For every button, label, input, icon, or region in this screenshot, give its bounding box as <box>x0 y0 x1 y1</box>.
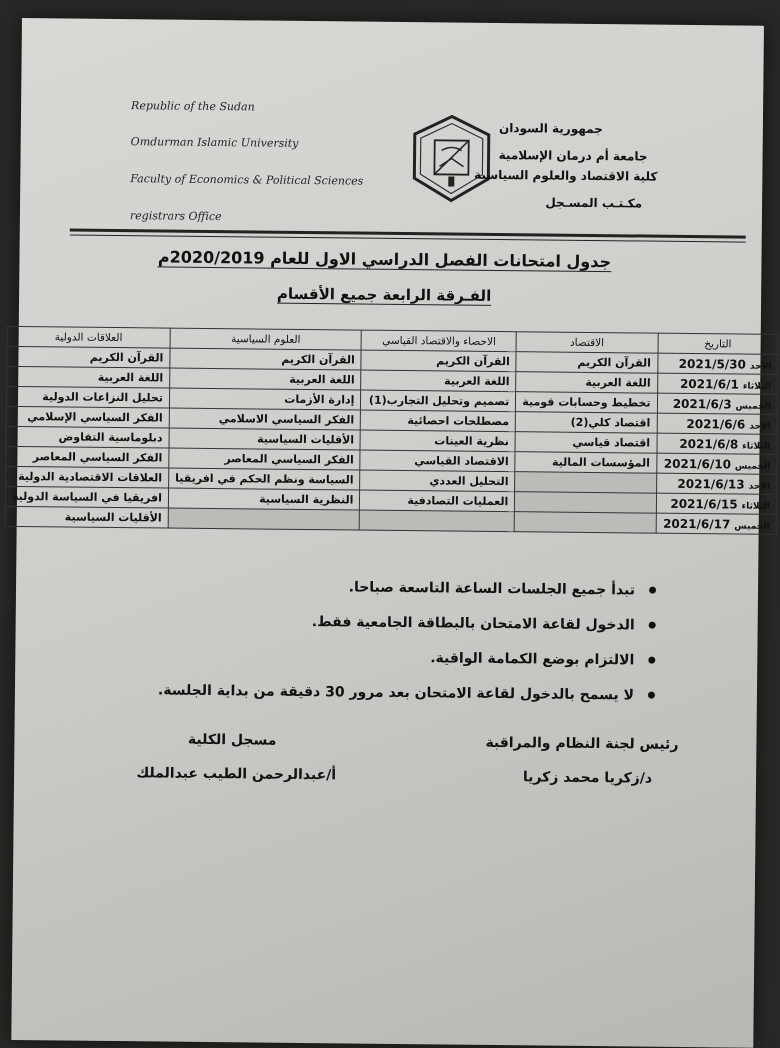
schedule-subtitle: الفـرقة الرابعة جميع الأقسام <box>276 284 492 305</box>
table-cell: اقتصاد قياسي <box>515 432 656 453</box>
date-label: 2021/6/17 <box>663 516 731 531</box>
table-cell: إدارة الأزمات <box>169 388 361 410</box>
table-cell: النظرية السياسية <box>168 488 360 510</box>
table-cell-date <box>656 513 777 534</box>
table-cell-date <box>656 453 777 474</box>
table-cell: القرآن الكريم <box>170 348 362 370</box>
table-cell: اللغة العربية <box>170 368 362 390</box>
column-header-date: التاريخ <box>658 333 779 354</box>
day-label: الثلاثاء <box>742 381 772 392</box>
date-label: 2021/6/8 <box>679 436 739 452</box>
exam-schedule-table <box>5 326 779 535</box>
university-seal-logo-icon <box>408 114 495 203</box>
table-cell: القرآن الكريم <box>7 346 170 368</box>
table-cell: القرآن الكريم <box>516 352 657 373</box>
column-header-international-relations: العلاقات الدولية <box>7 326 170 348</box>
table-cell: دبلوماسية التفاوض <box>6 426 169 448</box>
table-cell-date <box>656 493 777 514</box>
table-cell: العلاقات الاقتصادية الدولية <box>6 466 169 488</box>
note-text: الالتزام بوضع الكمامة الواقية. <box>430 649 635 668</box>
table-cell: تخطيط وحسابات قومية <box>516 392 657 413</box>
table-cell-date <box>657 413 778 434</box>
signature-left-name: أ/عبدالرحمن الطيب عبدالملك <box>136 765 337 784</box>
signature-right-name: د/زكريا محمد زكريا <box>522 769 653 787</box>
table-cell-date <box>657 393 778 414</box>
table-cell: تصميم وتحليل التجارب(1) <box>361 390 516 412</box>
bullet-icon <box>649 587 656 594</box>
signature-left-title: مسجل الكلية <box>187 731 277 749</box>
header-arabic-line-3: كلية الاقتصاد والعلوم السياسية <box>474 167 658 184</box>
list-item <box>86 602 656 643</box>
day-label: الخميس <box>734 460 771 472</box>
table-cell: اللغة العربية <box>361 370 516 392</box>
table-cell: الأقليات السياسية <box>5 506 168 528</box>
table-cell: مصطلحات احصائية <box>361 410 516 432</box>
table-cell-date <box>657 373 778 394</box>
table-cell: القرآن الكريم <box>361 350 516 372</box>
day-label: الاحد <box>749 361 772 372</box>
table-cell: افريقيا في السياسة الدولية <box>5 486 168 508</box>
header-english-line-1: Republic of the Sudan <box>131 99 255 114</box>
table-cell: التحليل العددي <box>360 470 515 492</box>
date-label: 2021/6/10 <box>663 456 732 471</box>
table-cell: العمليات التصادفية <box>360 490 515 512</box>
table-cell: الفكر السياسي المعاصر <box>6 446 169 468</box>
table-cell: الفكر السياسي الإسلامي <box>6 406 169 428</box>
notes-list <box>85 567 656 713</box>
header-english-line-2: Omdurman Islamic University <box>130 135 299 150</box>
date-label: 2021/6/3 <box>672 396 732 411</box>
table-cell: الفكر السياسي الاسلامي <box>169 408 361 430</box>
header-arabic-line-2: جامعة أم درمان الإسلامية <box>498 147 648 164</box>
bullet-icon <box>649 622 656 629</box>
list-item <box>86 567 656 608</box>
table-cell: نظرية العينات <box>360 430 515 452</box>
day-label: الخميس <box>734 520 770 532</box>
header-english-line-4: registrars Office <box>129 209 222 224</box>
date-label: 2021/6/13 <box>677 476 745 492</box>
note-text: الدخول لقاعة الامتحان بالبطاقة الجامعية فقط. <box>311 613 635 633</box>
date-label: 2021/6/1 <box>679 376 739 392</box>
day-label: الثلاثاء <box>742 441 771 452</box>
note-text: تبدأ جميع الجلسات الساعة التاسعة صباحا. <box>348 578 636 598</box>
table-cell <box>515 492 656 513</box>
header-english-line-3: Faculty of Economics & Political Sciences <box>130 172 364 188</box>
list-item <box>85 672 655 713</box>
table-cell: اقتصاد كلي(2) <box>516 412 657 433</box>
day-label: الثلاثاء <box>741 501 770 512</box>
table-cell <box>168 508 360 530</box>
bullet-icon <box>648 692 655 699</box>
bullet-icon <box>648 657 655 664</box>
date-label: 2021/6/15 <box>670 496 738 512</box>
column-header-economics: الاقتصاد <box>516 332 657 353</box>
signature-right-title: رئيس لجنة النظام والمراقبة <box>485 734 679 753</box>
table-cell: الاقتصاد القياسي <box>360 450 515 472</box>
table-cell-date <box>657 353 778 374</box>
schedule-title: جدول امتحانات الفصل الدراسي الاول للعام 2020/2019م <box>157 247 612 272</box>
exam-schedule-document <box>11 18 772 1048</box>
table-cell: المؤسسات المالية <box>515 452 656 473</box>
table-cell <box>515 472 656 493</box>
table-cell <box>514 512 655 533</box>
day-label: الاحد <box>749 421 771 432</box>
header-arabic-line-4: مكـتـب المسـجل <box>545 195 643 211</box>
date-label: 2021/5/30 <box>678 356 747 372</box>
date-label: 2021/6/6 <box>686 416 746 432</box>
table-cell: تحليل النزاعات الدولية <box>6 386 169 408</box>
list-item <box>85 637 655 678</box>
column-header-statistics: الاحصاء والاقتصاد القياسي <box>361 330 516 352</box>
header-arabic-line-1: جمهورية السودان <box>498 121 603 137</box>
table-cell: اللغة العربية <box>516 372 657 393</box>
table-cell: الفكر السياسي المعاصر <box>169 448 361 470</box>
table-cell <box>360 510 515 532</box>
note-text: لا يسمح بالدخول لقاعة الامتحان بعد مرور 30 دقيقة من بداية الجلسة. <box>157 681 635 703</box>
table-cell: اللغة العربية <box>7 366 170 388</box>
column-header-political-science: العلوم السياسية <box>170 328 362 350</box>
table-cell-date <box>656 433 777 454</box>
day-label: الاحد <box>748 481 771 492</box>
table-cell: الأقليات السياسية <box>169 428 361 450</box>
day-label: الخميس <box>735 400 772 412</box>
table-cell-date <box>656 473 777 494</box>
table-cell: السياسة ونظم الحكم في افريقيا <box>168 468 360 490</box>
